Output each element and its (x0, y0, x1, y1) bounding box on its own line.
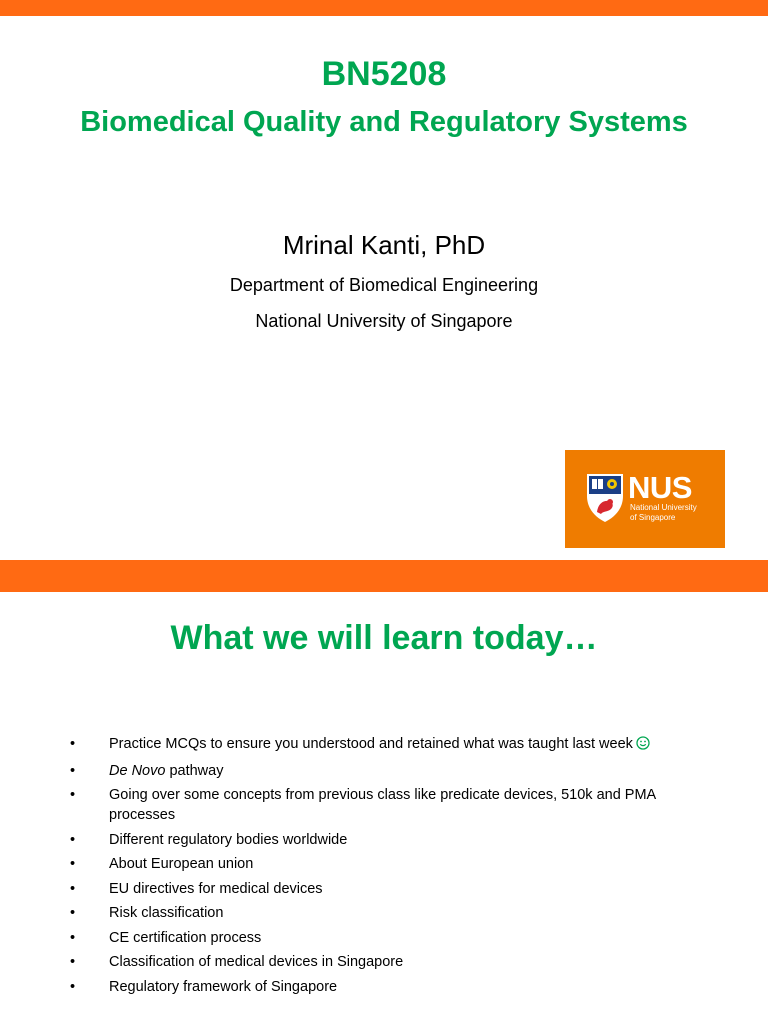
university-name: National University of Singapore (255, 311, 513, 331)
nus-logo (565, 450, 725, 548)
agenda-top-accent-bar (0, 576, 768, 592)
department-name: Department of Biomedical Engineering (229, 275, 539, 295)
list-item: • CE certification process (70, 929, 262, 946)
top-accent-bar (0, 0, 768, 16)
agenda-list (0, 734, 768, 1001)
agenda-slide (0, 576, 768, 1024)
list-item: • Going over some concepts from previous class like predicate devices, 510k and PMA processes (70, 787, 656, 823)
list-item: • EU directives for medical devices (70, 880, 323, 897)
list-item: • Risk classification (70, 905, 224, 921)
logo-wordmark: NUS (628, 470, 692, 505)
logo-subtitle: National University of Singapore (630, 503, 697, 522)
smiley-icon (636, 736, 650, 756)
agenda-title: What we will learn today… (170, 619, 598, 657)
list-item: • De Novo pathway (70, 762, 224, 779)
list-item: • Regulatory framework of Singapore (70, 978, 338, 995)
list-item: • About European union (70, 856, 254, 872)
bottom-accent-bar (0, 560, 768, 576)
list-item: • Classification of medical devices in Singapore (70, 954, 404, 970)
list-item: • Different regulatory bodies worldwide (70, 831, 348, 848)
course-title: Biomedical Quality and Regulatory Systems (80, 106, 688, 138)
list-item: • Practice MCQs to ensure you understood and retained what was taught last week (0, 734, 768, 756)
author-name: Mrinal Kanti, PhD (282, 230, 486, 260)
nus-crest-icon (585, 472, 625, 524)
course-code: BN5208 (321, 55, 447, 93)
